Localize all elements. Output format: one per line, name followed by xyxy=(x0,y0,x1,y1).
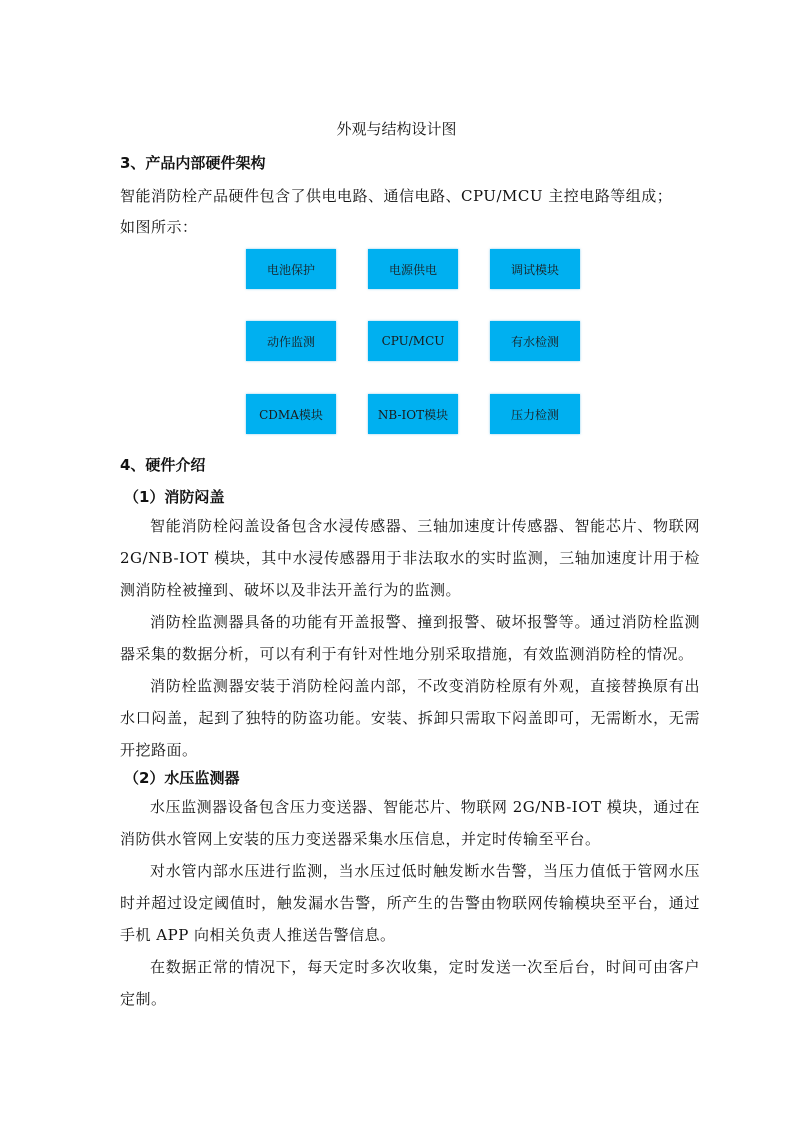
diagram-box-battery-protection: 电池保护 xyxy=(246,249,336,289)
diagram-box-nb-iot-module: NB-IOT模块 xyxy=(368,394,458,434)
diagram-box-debug-module: 调试模块 xyxy=(490,249,580,289)
subsection-2-paragraph-3: 在数据正常的情况下，每天定时多次收集，定时发送一次至后台，时间可由客户定制。 xyxy=(120,958,700,1008)
subsection-1-paragraph-1: 智能消防栓闷盖设备包含水浸传感器、三轴加速度计传感器、智能芯片、物联网 2G/NB-IOT 模块，其中水浸传感器用于非法取水的实时监测，三轴加速度计用于检测消防栓被撞到、破坏以及非法开盖行为的监测。 xyxy=(120,517,700,599)
diagram-box-water-detection: 有水检测 xyxy=(490,321,580,361)
section-3-heading: 3、产品内部硬件架构 xyxy=(120,154,266,172)
subsection-2-heading: （2）水压监测器 xyxy=(124,769,240,787)
section-4-heading: 4、硬件介绍 xyxy=(120,456,206,474)
subsection-2-paragraph-2: 对水管内部水压进行监测，当水压过低时触发断水告警，当压力值低于管网水压时并超过设定阈值时，触发漏水告警，所产生的告警由物联网传输模块至平台，通过手机 APP 向相关负责人推送告警信息。 xyxy=(120,862,700,944)
section-3-intro: 智能消防栓产品硬件包含了供电电路、通信电路、CPU/MCU 主控电路等组成； xyxy=(120,187,673,205)
section-3-figure-ref: 如图所示： xyxy=(120,218,198,236)
diagram-box-cdma-module: CDMA模块 xyxy=(246,394,336,434)
diagram-box-pressure-detection: 压力检测 xyxy=(490,394,580,434)
subsection-1-paragraph-3: 消防栓监测器安装于消防栓闷盖内部，不改变消防栓原有外观，直接替换原有出水口闷盖，起到了独特的防盗功能。安装、拆卸只需取下闷盖即可，无需断水，无需开挖路面。 xyxy=(120,677,700,759)
subsection-2-paragraph-1: 水压监测器设备包含压力变送器、智能芯片、物联网 2G/NB-IOT 模块，通过在消防供水管网上安装的压力变送器采集水压信息，并定时传输至平台。 xyxy=(120,798,700,848)
subsection-1-paragraph-2: 消防栓监测器具备的功能有开盖报警、撞到报警、破坏报警等。通过消防栓监测器采集的数据分析，可以有利于有针对性地分别采取措施，有效监测消防栓的情况。 xyxy=(120,613,700,663)
diagram-box-motion-monitoring: 动作监测 xyxy=(246,321,336,361)
figure-caption: 外观与结构设计图 xyxy=(336,120,457,138)
diagram-box-cpu-mcu: CPU/MCU xyxy=(368,321,458,361)
diagram-box-power-supply: 电源供电 xyxy=(368,249,458,289)
subsection-1-heading: （1）消防闷盖 xyxy=(124,488,225,506)
